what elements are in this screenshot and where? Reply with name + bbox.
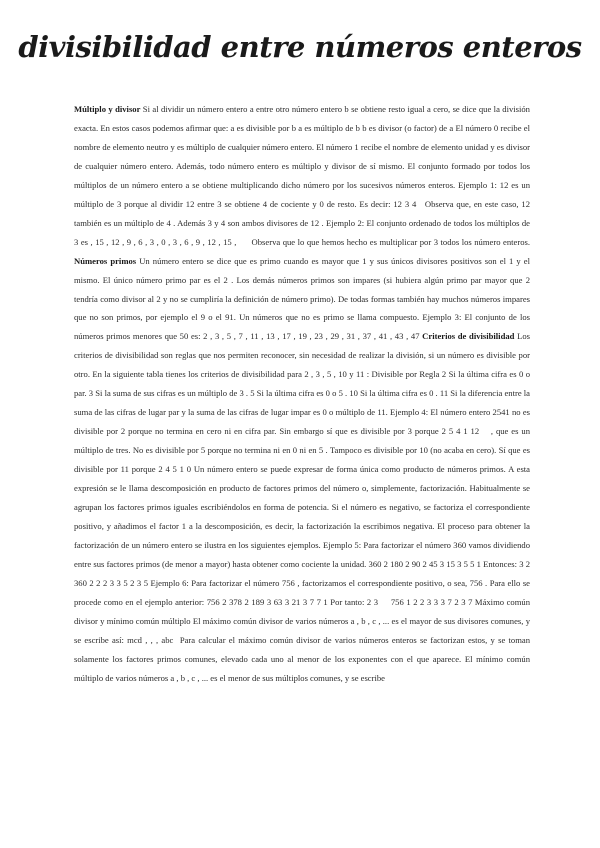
document-body [74, 100, 530, 688]
paragraph-text: Un número entero se dice que es primo cuando es mayor que 1 y sus únicos divisores positivos son el 1 y el mismo. El único número primo par es el 2 . Los demás números primos son impares (si hubiera algún primo par mayor que 2 tendría como divisor al 2 y no se cumpliría la definición de número primo). De todas formas también hay muchos números impares que no son primos, por ejemplo el 9 o el 91. Un números que no es primo se llama compuesto. Ejemplo 3: El conjunto de los números primos menores que 50 es: 2 , 3 , 5 , 7 , 11 , 13 , 17 , 19 , 23 , 29 , 31 , 37 , 41 , 43 , 47 [74, 255, 530, 342]
document-title: divisibilidad entre números enteros [18, 30, 582, 64]
paragraph-text: Si al dividir un número entero a entre otro número entero b se obtiene resto igual a cero, se dice que la división exacta. En estos casos podemos afirmar que: a es divisible por b a es múltiplo de b b es divisor (o factor) de a El número 0 recibe el nombre de elemento neutro y es múltiplo de cualquier número entero. El número 1 recibe el nombre de elemento unidad y es divisor de cualquier número entero. Además, todo número entero es múltiplo y divisor de sí mismo. El conjunto formado por todos los múltiplos de un número entero a se obtiene multiplicando dicho número por los sucesivos números enteros. Ejemplo 1: 12 es un múltiplo de 3 porque al dividir 12 entre 3 se obtiene 4 de cociente y 0 de resto. Es decir: 12 3 4 Observa que, en este caso, 12 también es un múltiplo de 4 . Además 3 y 4 son ambos divisores de 12 . Ejemplo 2: El conjunto ordenado de todos los múltiplos de 3 es , 15 , 12 , 9 , 6 , 3 , 0 , 3 , 6 , 9 , 12 , 15 , Observa que lo que hemos hecho es multiplicar por 3 todos los número enteros. [74, 104, 530, 247]
heading-criterios-divisibilidad: Criterios de divisibilidad [422, 331, 515, 342]
heading-multiplo-divisor: Múltiplo y divisor [74, 104, 141, 114]
paragraph-text: Los criterios de divisibilidad son reglas que nos permiten reconocer, sin necesidad de realizar la división, si un número es divisible por otro. En la siguiente tabla tienes los criterios de divisibilidad para 2 , 3 , 5 , 10 y 11 : Divisible por Regla 2 Si la última cifra es 0 o par. 3 Si la suma de sus cifras es un múltiplo de 3 . 5 Si la última cifra es 0 o 5 . 10 Si la última cifra es 0 . 11 Si la diferencia entre la suma de las cifras de lugar par y la suma de las cifras de lugar impar es 0 o múltiplo de 11. Ejemplo 4: El número entero 2541 no es divisible por 2 porque no termina en cero ni en cifra par. Sin embargo sí que es divisible por 3 porque 2 5 4 1 12 , que es un múltiplo de tres. No es divisible por 5 porque no termina ni en 0 ni en 5 . Tampoco es divisible por 10 (no acaba en cero). Sí que es divisible por 11 porque 2 4 5 1 0 Un número entero se puede expresar de forma única como producto de números primos. A esta expresión se le llama descomposición en producto de factores primos del número o, simplemente, factorización. Habitualmente se agrupan los factores primos iguales escribiéndolos en forma de potencia. Si el número es negativo, se factoriza el correspondiente positivo, y añadimos el factor 1 a la descomposición, es decir, la factorización la escribimos negativa. El proceso para obtener la factorización de un número entero se ilustra en los siguientes ejemplos. Ejemplo 5: Para factorizar el número 360 vamos dividiendo entre sus factores primos (de menor a mayor) hasta obtener como cociente la unidad. 360 2 180 2 90 2 45 3 15 3 5 5 1 Entonces: 3 2 360 2 2 2 3 3 5 2 3 5 Ejemplo 6: Para factorizar el número 756 , factorizamos el correspondiente positivo, o sea, 756 . Para ello se procede como en el ejemplo anterior: 756 2 378 2 189 3 63 3 21 3 7 7 1 Por tanto: 2 3 756 1 2 2 3 3 3 7 2 3 7 Máximo común divisor y mínimo común múltiplo El máximo común divisor de varios números a , b , c , ... es el mayor de sus divisores comunes, y se escribe así: mcd , , , abc Para calcular el máximo común divisor de varios números enteros se factorizan estos, y se toman solamente los factores primos comunes, elevado cada uno al menor de los exponentes con el que aparece. El mínimo común múltiplo de varios números a , b , c , ... es el menor de sus múltiplos comunes, y se escribe [74, 331, 530, 683]
heading-numeros-primos: Números primos [74, 255, 137, 266]
